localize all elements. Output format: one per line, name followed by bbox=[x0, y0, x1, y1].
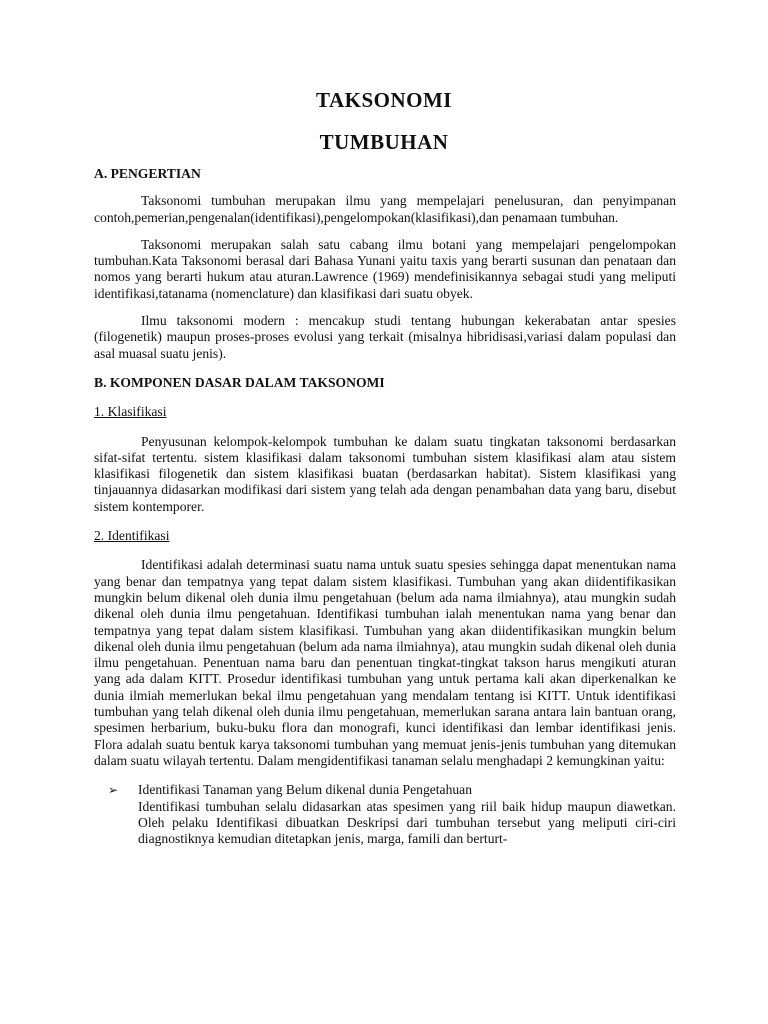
document-title-line2: TUMBUHAN bbox=[319, 130, 449, 154]
section-a-heading: A. PENGERTIAN bbox=[94, 166, 201, 181]
section-b-heading: B. KOMPONEN DASAR DALAM TAKSONOMI bbox=[94, 374, 385, 390]
subsection-1-heading: 1. Klasifikasi bbox=[94, 404, 167, 420]
section-a-paragraph-2: Taksonomi merupakan salah satu cabang ilmu botani yang mempelajari pengelompokan tumbuhan.Kata Taksonomi berasal dari Bahasa Yunani yaitu taxis yang berarti susunan dan penataan dan nomos yang berarti hukum atau aturan.Lawrence (1969) mendefinisikannya sebagai studi yang meliputi identifikasi,tatanama (nomenclature) dan klasifikasi dari suatu obyek. bbox=[94, 236, 676, 301]
subsection-2-paragraph: Identifikasi adalah determinasi suatu nama untuk suatu spesies sehingga dapat menentukan nama yang benar dan tempatnya yang tepat dalam sistem klasifikasi. Tumbuhan yang akan diidentifikasikan mungkin belum dikenal oleh dunia ilmu pengetahuan (belum ada nama ilmiahnya), atau mungkin sudah dikenal oleh dunia ilmu pengetahuan. Identifikasi tumbuhan ialah menentukan nama yang benar dan tempatnya yang tepat dalam sistem klasifikasi. Tumbuhan yang akan diidentifikasikan mungkin belum dikenal oleh dunia ilmu pengetahuan (belum ada nama ilmiahnya), atau mungkin sudah dikenal oleh dunia ilmu pengetahuan. Penentuan nama baru dan penentuan tingkat-tingkat takson harus mengikuti aturan yang ada dalam KITT. Prosedur identifikasi tumbuhan yang untuk pertama kali akan diperkenalkan ke dunia ilmiah memerlukan bekal ilmu pengetahuan yang mendalam tentang isi KITT. Untuk identifikasi tumbuhan yang telah dikenal oleh dunia ilmu pengetahuan, memerlukan sarana antara lain bantuan orang, spesimen herbarium, buku-buku flora dan monografi, kunci identifikasi dan lembar identifikasi jenis. Flora adalah suatu bentuk karya taksonomi tumbuhan yang memuat jenis-jenis tumbuhan yang ditemukan dalam suatu wilayah tertentu. Dalam mengidentifikasi tanaman selalu menghadapi 2 kemungkinan yaitu: bbox=[94, 557, 676, 768]
subsection-1-paragraph: Penyusunan kelompok-kelompok tumbuhan ke dalam suatu tingkatan taksonomi berdasarkan sifat-sifat tertentu. sistem klasifikasi dalam taksonomi tumbuhan sistem klasifikasi alam atau sistem klasifikasi filogenetik dan sistem klasifikasi buatan (berdasarkan habitat). Sistem klasifikasi yang tinjauannya didasarkan modifikasi dari sistem yang telah ada dengan penambahan data yang baru, disebut sistem kontemporer. bbox=[94, 433, 676, 514]
subsection-2-heading: 2. Identifikasi bbox=[94, 528, 170, 544]
arrow-bullet-icon: ➢ bbox=[108, 783, 119, 798]
section-a-paragraph-1: Taksonomi tumbuhan merupakan ilmu yang mempelajari penelusuran, dan penyimpanan contoh,pemerian,pengenalan(identifikasi),pengelompokan(klasifikasi),dan penamaan tumbuhan. bbox=[94, 193, 676, 225]
document-body bbox=[94, 166, 676, 847]
section-a-paragraph-3: Ilmu taksonomi modern : mencakup studi tentang hubungan kekerabatan antar spesies (filogenetik) maupun proses-proses evolusi yang terkait (misalnya hibridisasi,variasi dalam populasi dan asal muasal suatu jenis). bbox=[94, 313, 676, 361]
document-title-line1: TAKSONOMI bbox=[316, 88, 452, 112]
bullet-item bbox=[94, 782, 676, 847]
bullet-heading: Identifikasi Tanaman yang Belum dikenal dunia Pengetahuan bbox=[138, 782, 473, 798]
bullet-text: Identifikasi tumbuhan selalu didasarkan atas spesimen yang riil baik hidup maupun diawetkan. Oleh pelaku Identifikasi dibuatkan Deskripsi dari tumbuhan tersebut yang meliputi ciri-ciri diagnostiknya kemudian ditetapkan jenis, marga, famili dan berturt- bbox=[138, 798, 676, 847]
